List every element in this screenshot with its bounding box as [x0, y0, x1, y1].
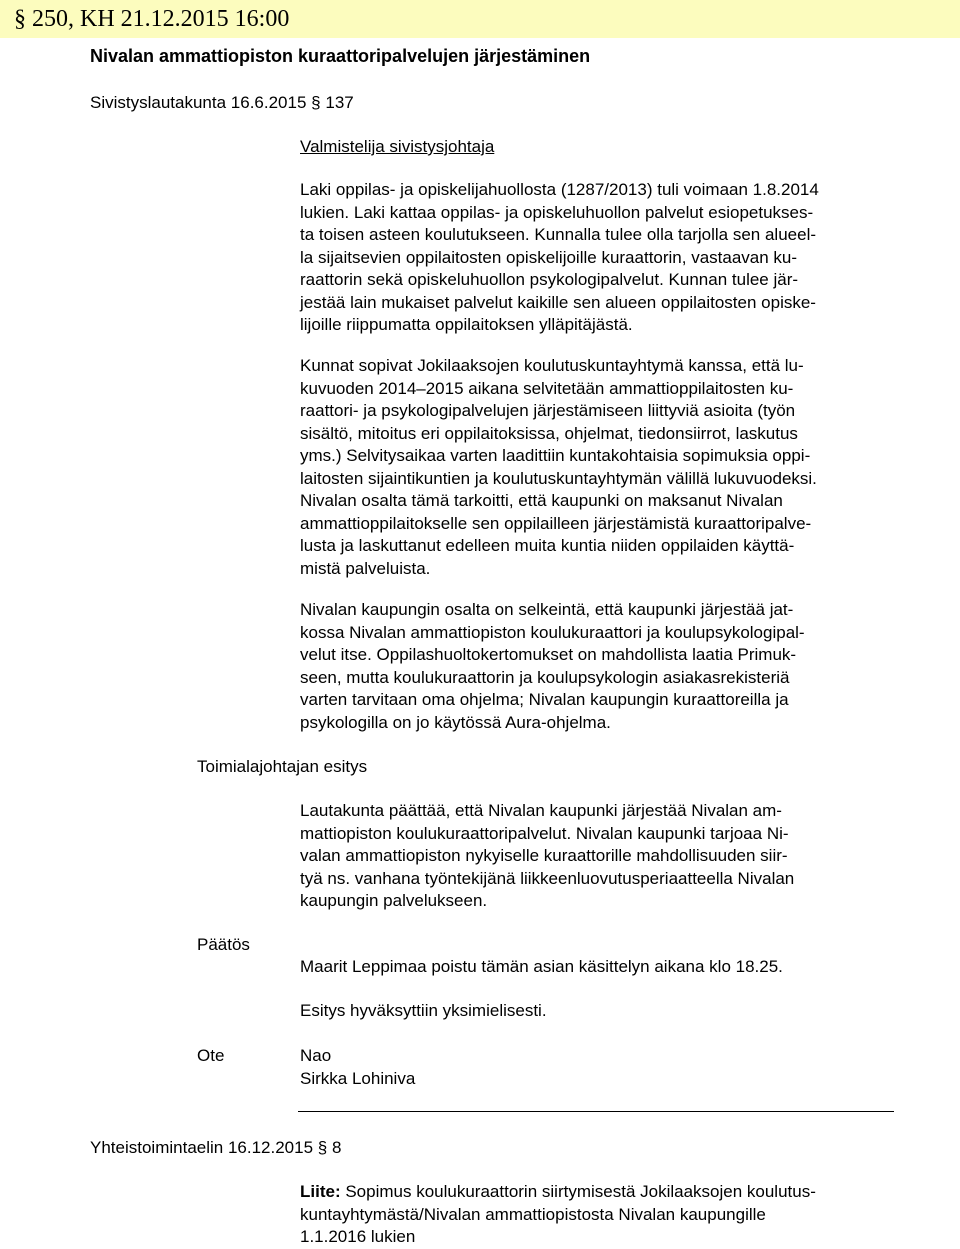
section-header-text: 250, KH 21.12.2015 16:00 [32, 6, 290, 32]
meeting-section-number: 137 [325, 93, 354, 112]
proposal-label: Toimialajohtajan esitys [197, 757, 368, 776]
text-line: tyä ns. vanhana työntekijänä liikkeenluovutusperiaatteella Nivalan [300, 868, 795, 888]
text-line: yms.) Selvitysaikaa varten laadittiin kuntakohtaisia sopimuksia oppi- [300, 446, 811, 465]
text-line: Nivalan kaupungin osalta on selkeintä, että kaupunki järjestää jat- [300, 600, 794, 619]
coop-label: Yhteistoimintaelin 16.12.2015 [90, 1138, 314, 1157]
attachment-line: kuntayhtymästä/Nivalan ammattiopistosta Nivalan kaupungille [300, 1204, 766, 1224]
text-line: psykologilla on jo käytössä Aura-ohjelma. [300, 712, 611, 732]
horizontal-divider [298, 1111, 894, 1112]
text-line: mattiopiston koulukuraattoripalvelut. Nivalan kaupunki tarjoaa Ni- [300, 823, 789, 843]
text-line: kaupungin palvelukseen. [300, 891, 488, 910]
text-line: Lautakunta päättää, että Nivalan kaupunki järjestää Nivalan am- [300, 801, 782, 820]
paragraph-law [300, 179, 819, 337]
text-line: sisältö, mitoitus eri oppilaitoksissa, ohjelmat, tiedonsiirrot, laskutus [300, 423, 798, 443]
extract-recipients [300, 1045, 415, 1090]
recipient-name: Sirkka Lohiniva [300, 1068, 416, 1088]
coop-section-symbol: § [317, 1138, 328, 1157]
text-line: velut itse. Oppilashuoltokertomukset on mahdollista laatia Primuk- [300, 645, 797, 664]
coop-reference [90, 1137, 341, 1159]
decision-label: Päätös [197, 935, 250, 954]
proposal-text [300, 800, 794, 913]
paragraph-city [300, 599, 805, 734]
section-header-bar [0, 0, 960, 38]
text-line: ammattioppilaitokselle sen oppilailleen järjestämistä kuraattoripalve- [300, 513, 812, 533]
text-line: lijoille riippumatta oppilaitoksen ylläpitäjästä. [300, 315, 633, 334]
text-line: Laki oppilas- ja opiskelijahuollosta (1287/2013) tuli voimaan 1.8.2014 [300, 180, 819, 199]
meeting-label: Sivistyslautakunta 16.6.2015 [90, 93, 307, 112]
decision-line-1: Maarit Leppimaa poistu tämän asian käsittelyn aikana klo 18.25. [300, 957, 783, 976]
attachment [300, 1181, 816, 1249]
extract-label: Ote [197, 1046, 225, 1065]
text-line: kuvuoden 2014–2015 aikana selvitetään ammattioppilaitosten ku- [300, 378, 794, 398]
text-line: jestää lain mukaiset palvelut kaikille sen alueen oppilaitosten opiske- [300, 292, 816, 312]
attachment-line [300, 1181, 816, 1204]
section-symbol: § [14, 6, 26, 32]
text-line: ta toisen asteen koulutukseen. Kunnalla tulee olla tarjolla sen alueel- [300, 225, 817, 244]
text-line: kossa Nivalan ammattiopiston koulukuraattori ja koulupsykologipal- [300, 622, 805, 642]
text-line: seen, mutta koulukuraattorin ja koulupsykologin asiakasrekisteriä [300, 667, 790, 687]
text-line: raattori- ja psykologipalvelujen järjestämiseen liittyviä asioita (työn [300, 401, 796, 420]
text-line: Nivalan osalta tämä tarkoitti, että kaupunki on maksanut Nivalan [300, 491, 783, 510]
text-line: mistä palveluista. [300, 558, 431, 578]
recipient-name: Nao [300, 1046, 332, 1065]
text-line: raattorin sekä opiskeluhuollon psykologipalvelut. Kunnan tulee jär- [300, 270, 799, 289]
meeting-section-symbol: § [311, 93, 321, 112]
attachment-line: 1.1.2016 lukien [300, 1227, 416, 1246]
document-title: Nivalan ammattiopiston kuraattoripalvelujen järjestäminen [90, 46, 591, 66]
section-header [14, 5, 289, 33]
preparer-heading: Valmistelija sivistysjohtaja [300, 137, 495, 156]
text-line: laitosten sijaintikuntien ja koulutuskuntayhtymän välillä lukuvuodeksi. [300, 468, 817, 488]
attachment-label: Liite: [300, 1182, 341, 1201]
text-line: la sijaitsevien oppilaitosten opiskelijoille kuraattorin, vastaavan ku- [300, 247, 798, 267]
paragraph-agreement [300, 355, 817, 580]
text-line: lusta ja laskuttanut edelleen muita kuntia niiden oppilaiden käyttä- [300, 536, 795, 555]
text-line: Kunnat sopivat Jokilaaksojen koulutuskuntayhtymä kanssa, että lu- [300, 356, 804, 375]
coop-section-number: 8 [331, 1138, 342, 1157]
attachment-text: Sopimus koulukuraattorin siirtymisestä Jokilaaksojen koulutus- [345, 1182, 816, 1201]
text-line: varten tarvitaan oma ohjelma; Nivalan kaupungin kuraattoreilla ja [300, 690, 789, 709]
decision-line-2: Esitys hyväksyttiin yksimielisesti. [300, 1001, 547, 1020]
text-line: valan ammattiopiston nykyiselle kuraattorille mahdollisuuden siir- [300, 846, 788, 865]
text-line: lukien. Laki kattaa oppilas- ja opiskeluhuollon palvelut esiopetukses- [300, 202, 814, 222]
meeting-reference [90, 92, 354, 114]
